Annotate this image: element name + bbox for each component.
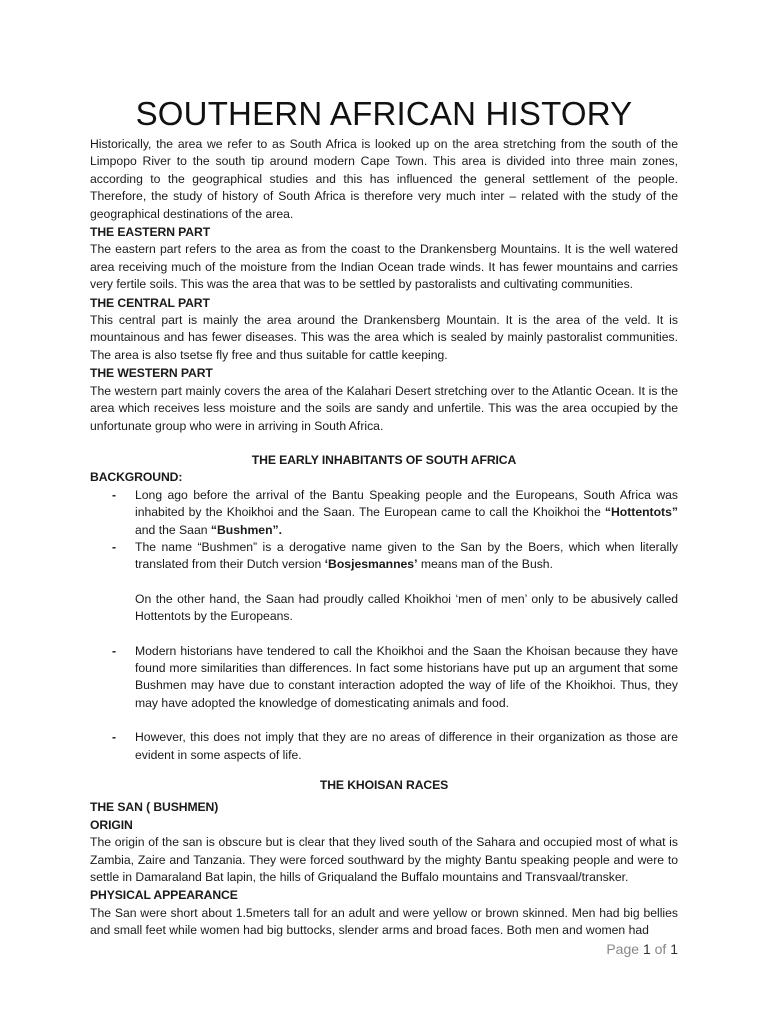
dash-bullet: -: [112, 539, 117, 554]
list-item: - However, this does not imply that they are no areas of difference in their organization as those are evident in some aspects of life.: [112, 730, 678, 762]
of-label: of: [654, 941, 667, 957]
page-label: Page: [606, 941, 640, 957]
eastern-heading: THE EASTERN PART: [90, 225, 211, 240]
eastern-paragraph: The eastern part refers to the area as from the coast to the Drankensberg Mountains. It is the well watered area receiving much of the moisture from the Indian Ocean trade winds. It has fewer mountains and carries very fertile soils. This was the area that was to be settled by pastoralists and cultivating communities.: [90, 242, 678, 292]
dash-bullet: -: [112, 643, 117, 658]
list-item: On the other hand, the Saan had proudly called Khoikhoi ‘men of men’ only to be abusively called Hottentots by the Europeans.: [135, 591, 678, 624]
central-paragraph: This central part is mainly the area around the Drankensberg Mountain. It is the area of the veld. It is mountainous and has fewer diseases. This was the area which is sealed by mainly pastoralist communities. The area is also tsetse fly free and thus suitable for cattle keeping.: [90, 313, 678, 362]
western-heading: THE WESTERN PART: [90, 366, 213, 381]
page-current: 1: [642, 941, 651, 957]
list-item: - Modern historians have tendered to call the Khoikhoi and the Saan the Khoisan because they have found more similarities than differences. In fact some historians have put up an argument that some Bushmen may have due to constant interaction adopted the way of life of the Khoikhoi. Thus, they may have adopted the knowledge of domesticating animals and food.: [112, 643, 678, 710]
khoisan-races-heading: THE KHOISAN RACES: [319, 778, 449, 792]
document-page: [90, 0, 678, 940]
page-indicator: [606, 941, 678, 957]
document-title: SOUTHERN AFRICAN HISTORY: [135, 95, 633, 132]
physical-appearance-paragraph: The San were short about 1.5meters tall for an adult and were yellow or brown skinned. Men had big bellies and small feet while women had big buttocks, slender arms and broad faces. Both men and women had: [90, 905, 678, 938]
dash-bullet: -: [112, 730, 117, 745]
physical-appearance-heading: PHYSICAL APPEARANCE: [90, 888, 238, 903]
central-heading: THE CENTRAL PART: [90, 295, 210, 310]
list-item: - The name “Bushmen” is a derogative name given to the San by the Boers, which when literally translated from their Dutch version ‘Bosjesmannes’ means man of the Bush.: [112, 539, 678, 572]
dash-bullet: -: [112, 487, 117, 502]
western-paragraph: The western part mainly covers the area of the Kalahari Desert stretching over to the Atlantic Ocean. It is the area which receives less moisture and the soils are sandy and unfertile. This was the area occupied by the unfortunate group who were in arriving in South Africa.: [90, 383, 678, 433]
origin-heading: ORIGIN: [90, 817, 133, 832]
list-item: - Long ago before the arrival of the Bantu Speaking people and the Europeans, South Africa was inhabited by the Khoikhoi and the Saan. The European came to call the Khoikhoi the “Hottentots” and the Saan “Bushmen”.: [112, 487, 678, 537]
san-heading: THE SAN ( BUSHMEN): [90, 800, 219, 815]
origin-paragraph: The origin of the san is obscure but is clear that they lived south of the Sahara and occupied most of what is Zambia, Zaire and Tanzania. They were forced southward by the mighty Bantu speaking people and were to settle in Damaraland Bat lapin, the hills of Griqualand the Buffalo mountains and Transvaal/transker.: [90, 835, 678, 885]
page-total: 1: [670, 941, 678, 957]
intro-paragraph: Historically, the area we refer to as South Africa is looked up on the area stretching from the south of the Limpopo River to the south tip around modern Cape Town. This area is divided into three main zones, according to the geographical studies and this has influenced the general settlement of the people. Therefore, the study of history of South Africa is therefore very much inter – related with the study of the geographical destinations of the area.: [90, 137, 678, 221]
background-heading: BACKGROUND:: [90, 470, 183, 485]
early-inhabitants-heading: THE EARLY INHABITANTS OF SOUTH AFRICA: [251, 452, 517, 467]
background-list: [90, 487, 678, 764]
